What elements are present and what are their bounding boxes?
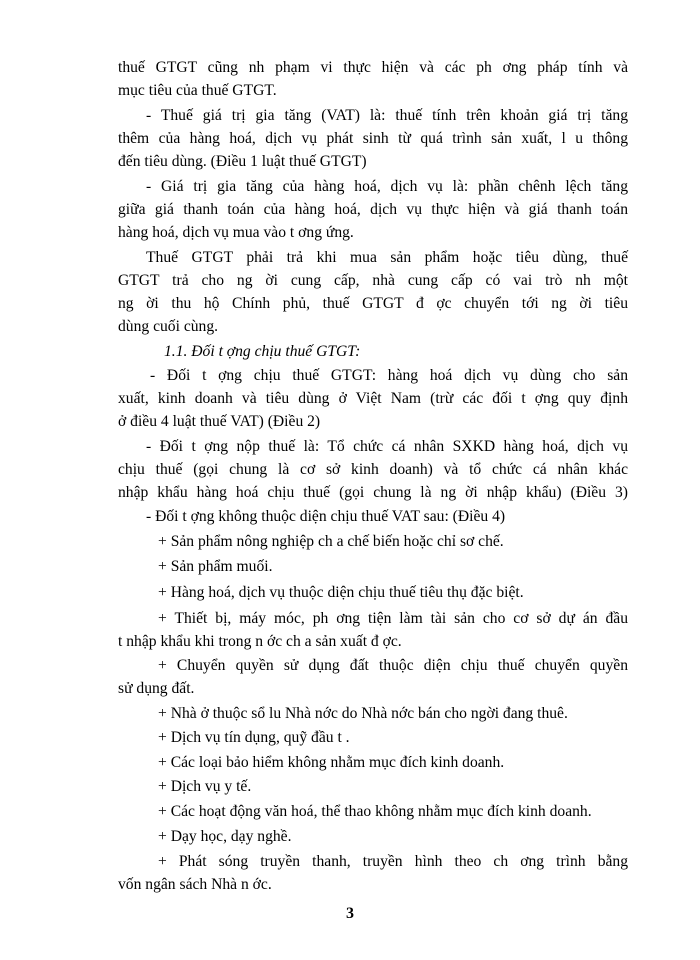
text-line: - Giá trị gia tăng của hàng hoá, dịch vụ là: phần chênh lệch tăng bbox=[146, 178, 628, 195]
text-line: + Hàng hoá, dịch vụ thuộc diện chịu thuế tiêu thụ đặc biệt. bbox=[158, 584, 524, 601]
text-line: hàng hoá, dịch vụ mua vào t ơng ứng. bbox=[118, 224, 354, 241]
text-line: + Thiết bị, máy móc, ph ơng tiện làm tài sản cho cơ sở dự án đầu bbox=[158, 610, 628, 627]
section-heading: 1.1. Đối t ợng chịu thuế GTGT: bbox=[164, 343, 361, 360]
text-line: đến tiêu dùng. (Điều 1 luật thuế GTGT) bbox=[118, 153, 367, 170]
page-number: 3 bbox=[346, 905, 354, 922]
text-line: + Các loại bảo hiểm không nhằm mục đích kinh doanh. bbox=[158, 754, 505, 771]
text-line: giữa giá thanh toán của hàng hoá, dịch vụ thực hiện và giá thanh toán bbox=[118, 201, 628, 218]
text-line: + Nhà ở thuộc sổ lu Nhà nớc do Nhà nớc bán cho ngời đang thuê. bbox=[158, 705, 568, 722]
text-line: xuất, kinh doanh và tiêu dùng ở Việt Nam (trừ các đối t ợng quy định bbox=[118, 390, 628, 407]
text-line: + Dạy học, dạy nghề. bbox=[158, 828, 292, 845]
text-line: + Phát sóng truyền thanh, truyền hình theo ch ơng trình bằng bbox=[158, 853, 628, 870]
text-line: thêm của hàng hoá, dịch vụ phát sinh từ quá trình sản xuất, l u thông bbox=[118, 130, 628, 147]
text-line: chịu thuế (gọi chung là cơ sở kinh doanh) và tổ chức cá nhân khác bbox=[118, 461, 628, 478]
text-line: mục tiêu của thuế GTGT. bbox=[118, 82, 277, 99]
text-line: + Các hoạt động văn hoá, thể thao không nhằm mục đích kinh doanh. bbox=[158, 803, 592, 820]
text-line: thuế GTGT cũng nh phạm vi thực hiện và các ph ơng pháp tính và bbox=[118, 59, 628, 76]
text-line: - Đối t ợng nộp thuế là: Tổ chức cá nhân SXKD hàng hoá, dịch vụ bbox=[146, 438, 628, 455]
text-line: Thuế GTGT phải trả khi mua sản phẩm hoặc tiêu dùng, thuế bbox=[146, 249, 628, 266]
text-line: nhập khẩu hàng hoá chịu thuế (gọi chung là ng ời nhập khẩu) (Điều 3) bbox=[118, 484, 628, 501]
text-line: + Chuyển quyền sử dụng đất thuộc diện chịu thuế chuyển quyền bbox=[158, 657, 628, 674]
text-line: dùng cuối cùng. bbox=[118, 318, 219, 335]
text-line: ở điều 4 luật thuế VAT) (Điều 2) bbox=[118, 413, 321, 430]
text-line: ng ời thu hộ Chính phủ, thuế GTGT đ ợc chuyển tới ng ời tiêu bbox=[118, 295, 628, 312]
text-line: + Sản phẩm muối. bbox=[158, 558, 273, 575]
text-line: vốn ngân sách Nhà n ớc. bbox=[118, 876, 272, 893]
text-line: - Đối t ợng chịu thuế GTGT: hàng hoá dịch vụ dùng cho sản bbox=[150, 367, 628, 384]
text-line: GTGT trả cho ng ời cung cấp, nhà cung cấp có vai trò nh một bbox=[118, 272, 628, 289]
text-line: t nhập khẩu khi trong n ớc ch a sản xuất đ ợc. bbox=[118, 633, 402, 650]
text-line: - Đối t ợng không thuộc diện chịu thuế VAT sau: (Điều 4) bbox=[146, 508, 506, 525]
text-line: sử dụng đất. bbox=[118, 680, 195, 697]
text-line: + Sản phẩm nông nghiệp ch a chế biến hoặc chỉ sơ chế. bbox=[158, 533, 504, 550]
text-line: - Thuế giá trị gia tăng (VAT) là: thuế tính trên khoản giá trị tăng bbox=[146, 107, 628, 124]
text-line: + Dịch vụ tín dụng, quỹ đầu t . bbox=[158, 729, 350, 746]
text-line: + Dịch vụ y tế. bbox=[158, 778, 252, 795]
